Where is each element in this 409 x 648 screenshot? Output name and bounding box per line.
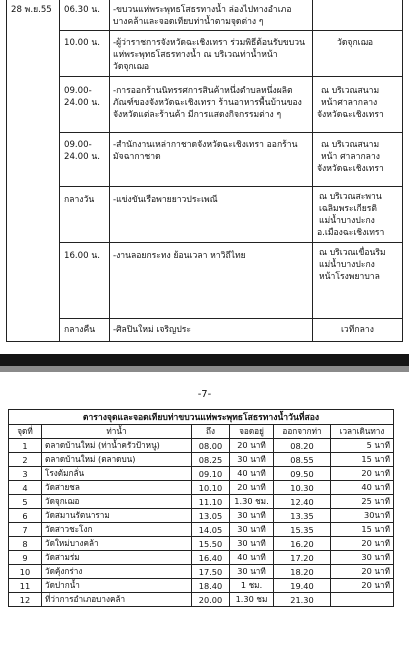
arrive-time: 09.10 (192, 467, 230, 481)
table-row (9, 481, 394, 495)
header-stay: จอดอยู่ (230, 425, 274, 439)
pier-name: โรงต้มกลั่น (42, 467, 192, 481)
schedule-table (6, 0, 403, 342)
row-event: จังหวัดแต่ละร้านค้า มีการแสดงกิจกรรมต่าง ๆ (113, 110, 282, 120)
row-place: หน้าศาลากลาง (321, 98, 378, 108)
arrive-time: 14.05 (192, 523, 230, 537)
row-event: -ผู้ว่าราชการจังหวัดฉะเชิงเทรา ร่วมพิธีต้อนรับขบวน (113, 38, 305, 48)
pier-name: ตลาดบ้านใหม่ (ตลาดบน) (42, 453, 192, 467)
depart-time: 15.35 (274, 523, 331, 537)
travel-time: 15 นาที (331, 453, 394, 467)
stop-number: 5 (9, 495, 42, 509)
stop-number: 11 (9, 579, 42, 593)
depart-time: 12.40 (274, 495, 331, 509)
arrive-time: 08.25 (192, 453, 230, 467)
row-event: บางคล้าและจอดเทียบท่าน้ำตามจุดต่าง ๆ (113, 17, 264, 27)
stop-number: 6 (9, 509, 42, 523)
travel-time: 30นาที (331, 509, 394, 523)
row-place: แม่น้ำบางปะกง (319, 216, 375, 226)
header-stop: จุดที่ (9, 425, 42, 439)
stay-duration: 30 นาที (230, 523, 274, 537)
row-place: ณ บริเวณเขื่อนริม (319, 248, 386, 258)
stay-duration: 1.30 ชม. (230, 495, 274, 509)
arrive-time: 17.50 (192, 565, 230, 579)
stay-duration: 40 นาที (230, 551, 274, 565)
row-time: 10.00 น. (64, 38, 100, 48)
arrive-time: 16.40 (192, 551, 230, 565)
table-row (9, 579, 394, 593)
stay-duration: 40 นาที (230, 467, 274, 481)
travel-time: 40 นาที (331, 481, 394, 495)
table-row (9, 593, 394, 607)
column-divider (59, 0, 60, 341)
depart-time: 09.50 (274, 467, 331, 481)
row-event: ภัณฑ์ของจังหวัดฉะเชิงเทรา ร้านอาหารพื้นบ้านของ (113, 98, 302, 108)
row-place: จังหวัดฉะเชิงเทรา (317, 110, 384, 120)
page-break-shadow (0, 366, 409, 372)
pier-name: วัดใหม่บางคล้า (42, 537, 192, 551)
stay-duration: 30 นาที (230, 537, 274, 551)
pier-name: วัดสาวชะโงก (42, 523, 192, 537)
arrive-time: 08.00 (192, 439, 230, 453)
row-place: ณ บริเวณสนาม (321, 140, 380, 150)
row-event: -สำนักงานเหล่ากาชาดจังหวัดฉะเชิงเทรา ออกร้าน (113, 140, 298, 150)
table-row (9, 537, 394, 551)
column-divider (109, 0, 110, 341)
page-number: -7- (197, 389, 212, 400)
arrive-time: 18.40 (192, 579, 230, 593)
schedule-date: 28 พ.ย.55 (11, 5, 52, 15)
stop-number: 3 (9, 467, 42, 481)
travel-time: 25 นาที (331, 495, 394, 509)
pier-name: วัดสามร่ม (42, 551, 192, 565)
stop-number: 7 (9, 523, 42, 537)
stop-number: 2 (9, 453, 42, 467)
row-place: ณ บริเวณสะพาน (319, 192, 382, 202)
row-time: 06.30 น. (64, 5, 100, 15)
timetable-header-row (9, 425, 394, 439)
row-place: ณ บริเวณสนาม (321, 86, 380, 96)
stop-number: 9 (9, 551, 42, 565)
depart-time: 21.30 (274, 593, 331, 607)
arrive-time: 10.10 (192, 481, 230, 495)
timetable (8, 409, 394, 607)
row-time: 24.00 น. (64, 152, 100, 162)
row-place: แม่น้ำบางปะกง (319, 260, 375, 270)
timetable-title-row (9, 410, 394, 425)
row-time: 09.00- (64, 86, 92, 96)
row-time: 24.00 น. (64, 98, 100, 108)
travel-time: 20 นาที (331, 565, 394, 579)
row-divider (59, 76, 402, 77)
row-divider (59, 318, 402, 319)
stay-duration: 30 นาที (230, 453, 274, 467)
travel-time: 15 นาที (331, 523, 394, 537)
arrive-time: 15.50 (192, 537, 230, 551)
depart-time: 08.55 (274, 453, 331, 467)
table-row (9, 565, 394, 579)
row-place: จังหวัดฉะเชิงเทรา (317, 164, 384, 174)
row-time: กลางคืน (64, 325, 96, 335)
depart-time: 08.20 (274, 439, 331, 453)
column-divider (312, 0, 313, 341)
row-event: -การออกร้านนิทรรศการสินค้าหนึ่งตำบลหนึ่งผลิต (113, 86, 293, 96)
travel-time (331, 593, 394, 607)
row-place: เวทีกลาง (341, 325, 374, 335)
travel-time: 20 นาที (331, 579, 394, 593)
header-depart: ออกจากท่า (274, 425, 331, 439)
timetable-title: ตารางจุดและจอดเทียบท่าขบวนแห่พระพุทธโสธรทางน้ำวันที่สอง (9, 410, 394, 425)
row-place: หน้าโรงพยาบาล (319, 272, 380, 282)
stop-number: 12 (9, 593, 42, 607)
table-row (9, 509, 394, 523)
depart-time: 16.20 (274, 537, 331, 551)
stop-number: 4 (9, 481, 42, 495)
depart-time: 13.35 (274, 509, 331, 523)
table-row (9, 495, 394, 509)
row-divider (59, 30, 402, 31)
depart-time: 19.40 (274, 579, 331, 593)
travel-time: 30 นาที (331, 551, 394, 565)
travel-time: 20 นาที (331, 467, 394, 481)
travel-time: 5 นาที (331, 439, 394, 453)
stop-number: 8 (9, 537, 42, 551)
row-event: -แข่งขันเรือพายยาวประเพณี (113, 195, 218, 205)
depart-time: 18.20 (274, 565, 331, 579)
pier-name: ที่ว่าการอำเภอบางคล้า (42, 593, 192, 607)
pier-name: ตลาดบ้านใหม่ (ท่าน้ำครัวป้าหนู) (42, 439, 192, 453)
stay-duration: 1 ชม. (230, 579, 274, 593)
row-event: แห่พระพุทธโสธรทางน้ำ ณ บริเวณท่าน้ำหน้า (113, 50, 278, 60)
row-place: อ.เมืองฉะเชิงเทรา (317, 228, 385, 238)
table-row (9, 439, 394, 453)
stay-duration: 1.30 ชม (230, 593, 274, 607)
stay-duration: 20 นาที (230, 481, 274, 495)
pier-name: วัดสมานรัตนาราม (42, 509, 192, 523)
row-event: มัจฉากาชาด (113, 152, 161, 162)
row-place: หน้า ศาลากลาง (321, 152, 380, 162)
row-event: -ขบวนแห่พระพุทธโสธรทางน้ำ ล่องไปทางอำเภอ (113, 5, 292, 15)
stop-number: 10 (9, 565, 42, 579)
depart-time: 17.20 (274, 551, 331, 565)
row-time: 16.00 น. (64, 251, 100, 261)
stay-duration: 30 นาที (230, 509, 274, 523)
page-break-band (0, 354, 409, 366)
timetable-body (9, 439, 394, 607)
table-row (9, 551, 394, 565)
row-event: -งานลอยกระทง ย้อนเวลา หาวิถีไทย (113, 251, 246, 261)
row-divider (59, 132, 402, 133)
row-time: 09.00- (64, 140, 92, 150)
row-place: วัดจุกเฌอ (337, 38, 374, 48)
row-event: วัดจุกเฌอ (113, 62, 150, 72)
pier-name: วัดจุกเฌอ (42, 495, 192, 509)
stay-duration: 30 นาที (230, 565, 274, 579)
stop-number: 1 (9, 439, 42, 453)
row-place: เฉลิมพระเกียรติ (319, 204, 377, 214)
pier-name: วัดสายชล (42, 481, 192, 495)
row-time: กลางวัน (64, 195, 95, 205)
arrive-time: 13.05 (192, 509, 230, 523)
arrive-time: 11.10 (192, 495, 230, 509)
header-pier: ท่าน้ำ (42, 425, 192, 439)
table-row (9, 523, 394, 537)
pier-name: วัดคุ้งกร่าง (42, 565, 192, 579)
header-arrive: ถึง (192, 425, 230, 439)
row-event: -ศิลปินใหม่ เจริญประ (113, 325, 192, 335)
depart-time: 10.30 (274, 481, 331, 495)
row-divider (59, 186, 402, 187)
arrive-time: 20.00 (192, 593, 230, 607)
table-row (9, 453, 394, 467)
travel-time: 20 นาที (331, 537, 394, 551)
pier-name: วัดปากน้ำ (42, 579, 192, 593)
row-divider (59, 242, 402, 243)
stay-duration: 20 นาที (230, 439, 274, 453)
header-travel: เวลาเดินทาง (331, 425, 394, 439)
table-row (9, 467, 394, 481)
